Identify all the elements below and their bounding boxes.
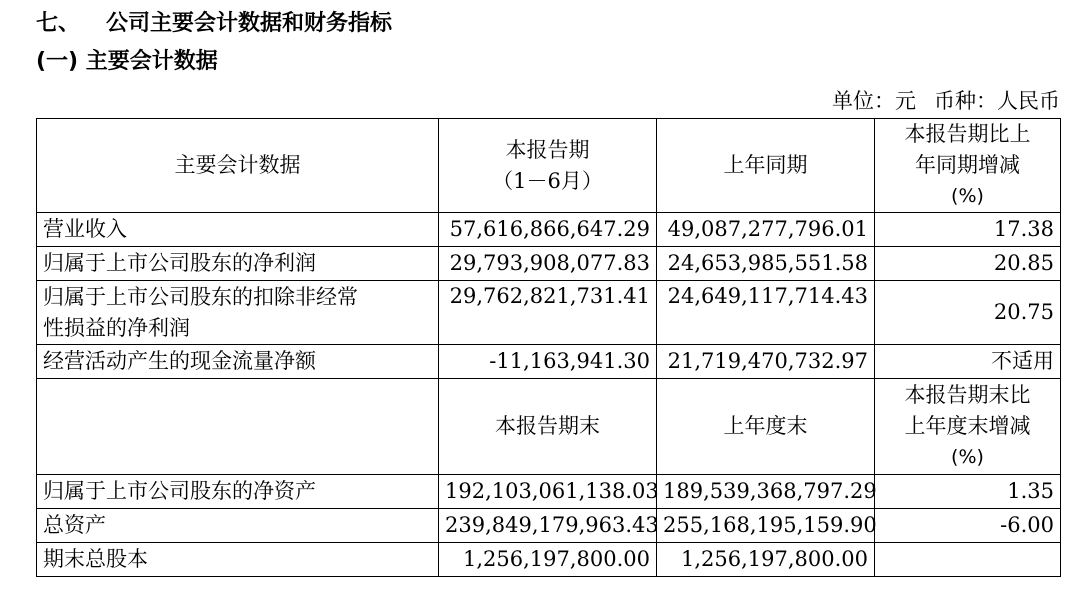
current-value: 192,103,061,138.03 xyxy=(439,475,657,509)
subsection-heading: (一) 主要会计数据 xyxy=(36,49,218,74)
row-label-line: 归属于上市公司股东的扣除非经常 xyxy=(43,284,358,309)
change-value: -6.00 xyxy=(875,509,1061,543)
table-row xyxy=(37,509,1061,543)
change-value: 17.38 xyxy=(875,213,1061,247)
section-number: 七、 xyxy=(36,11,81,36)
table-row xyxy=(37,543,1061,577)
row-label: 归属于上市公司股东的净资产 xyxy=(37,475,439,509)
unit-label: 单位：元 xyxy=(832,89,916,113)
row-label: 期末总股本 xyxy=(37,543,439,577)
current-value: 57,616,866,647.29 xyxy=(439,213,657,247)
change-value: 20.75 xyxy=(875,281,1061,345)
table-header-row xyxy=(37,379,1061,475)
table-row xyxy=(37,475,1061,509)
header-cell: 上年同期 xyxy=(657,119,875,213)
row-label: 经营活动产生的现金流量净额 xyxy=(37,345,439,379)
change-value: 不适用 xyxy=(875,345,1061,379)
header-cell-line: 年同期增减 xyxy=(915,153,1020,177)
header-cell: 上年度末 xyxy=(657,379,875,475)
header-cell-line: 本报告期比上 xyxy=(904,122,1031,146)
prior-value: 24,653,985,551.58 xyxy=(657,247,875,281)
prior-value: 1,256,197,800.00 xyxy=(657,543,875,577)
header-cell xyxy=(37,379,439,475)
prior-value: 24,649,117,714.43 xyxy=(657,281,875,345)
prior-value: 21,719,470,732.97 xyxy=(657,345,875,379)
current-value: 29,762,821,731.41 xyxy=(439,281,657,345)
header-cell: 主要会计数据 xyxy=(37,119,439,213)
current-value: -11,163,941.30 xyxy=(439,345,657,379)
header-cell: 本报告期末 xyxy=(439,379,657,475)
section-heading xyxy=(36,9,392,39)
header-cell-line: 本报告期末比 xyxy=(904,383,1031,407)
change-value xyxy=(875,543,1061,577)
row-label: 营业收入 xyxy=(37,213,439,247)
table-row xyxy=(37,213,1061,247)
current-value: 29,793,908,077.83 xyxy=(439,247,657,281)
current-value: 239,849,179,963.43 xyxy=(439,509,657,543)
prior-value: 255,168,195,159.90 xyxy=(657,509,875,543)
header-cell-line: (%) xyxy=(951,185,984,207)
row-label: 归属于上市公司股东的净利润 xyxy=(37,247,439,281)
header-cell xyxy=(439,119,657,213)
change-value: 20.85 xyxy=(875,247,1061,281)
prior-value: 49,087,277,796.01 xyxy=(657,213,875,247)
row-label xyxy=(37,281,439,345)
table-row xyxy=(37,247,1061,281)
current-value: 1,256,197,800.00 xyxy=(439,543,657,577)
header-cell-line: 本报告期 xyxy=(505,137,590,162)
header-cell xyxy=(875,379,1061,475)
header-cell xyxy=(875,119,1061,213)
header-cell-line: 上年度末增减 xyxy=(904,414,1031,438)
financial-data-table xyxy=(36,118,1061,577)
table-header-row xyxy=(37,119,1061,213)
currency-label: 币种：人民币 xyxy=(934,89,1060,113)
row-label: 总资产 xyxy=(37,509,439,543)
unit-line xyxy=(832,86,1060,116)
change-value: 1.35 xyxy=(875,475,1061,509)
table-row xyxy=(37,345,1061,379)
prior-value: 189,539,368,797.29 xyxy=(657,475,875,509)
header-cell-line: （1－6月） xyxy=(492,168,603,193)
header-cell-line: (%) xyxy=(951,446,984,468)
table-row xyxy=(37,281,1061,345)
section-title: 公司主要会计数据和财务指标 xyxy=(106,11,393,36)
row-label-line: 性损益的净利润 xyxy=(43,315,190,340)
